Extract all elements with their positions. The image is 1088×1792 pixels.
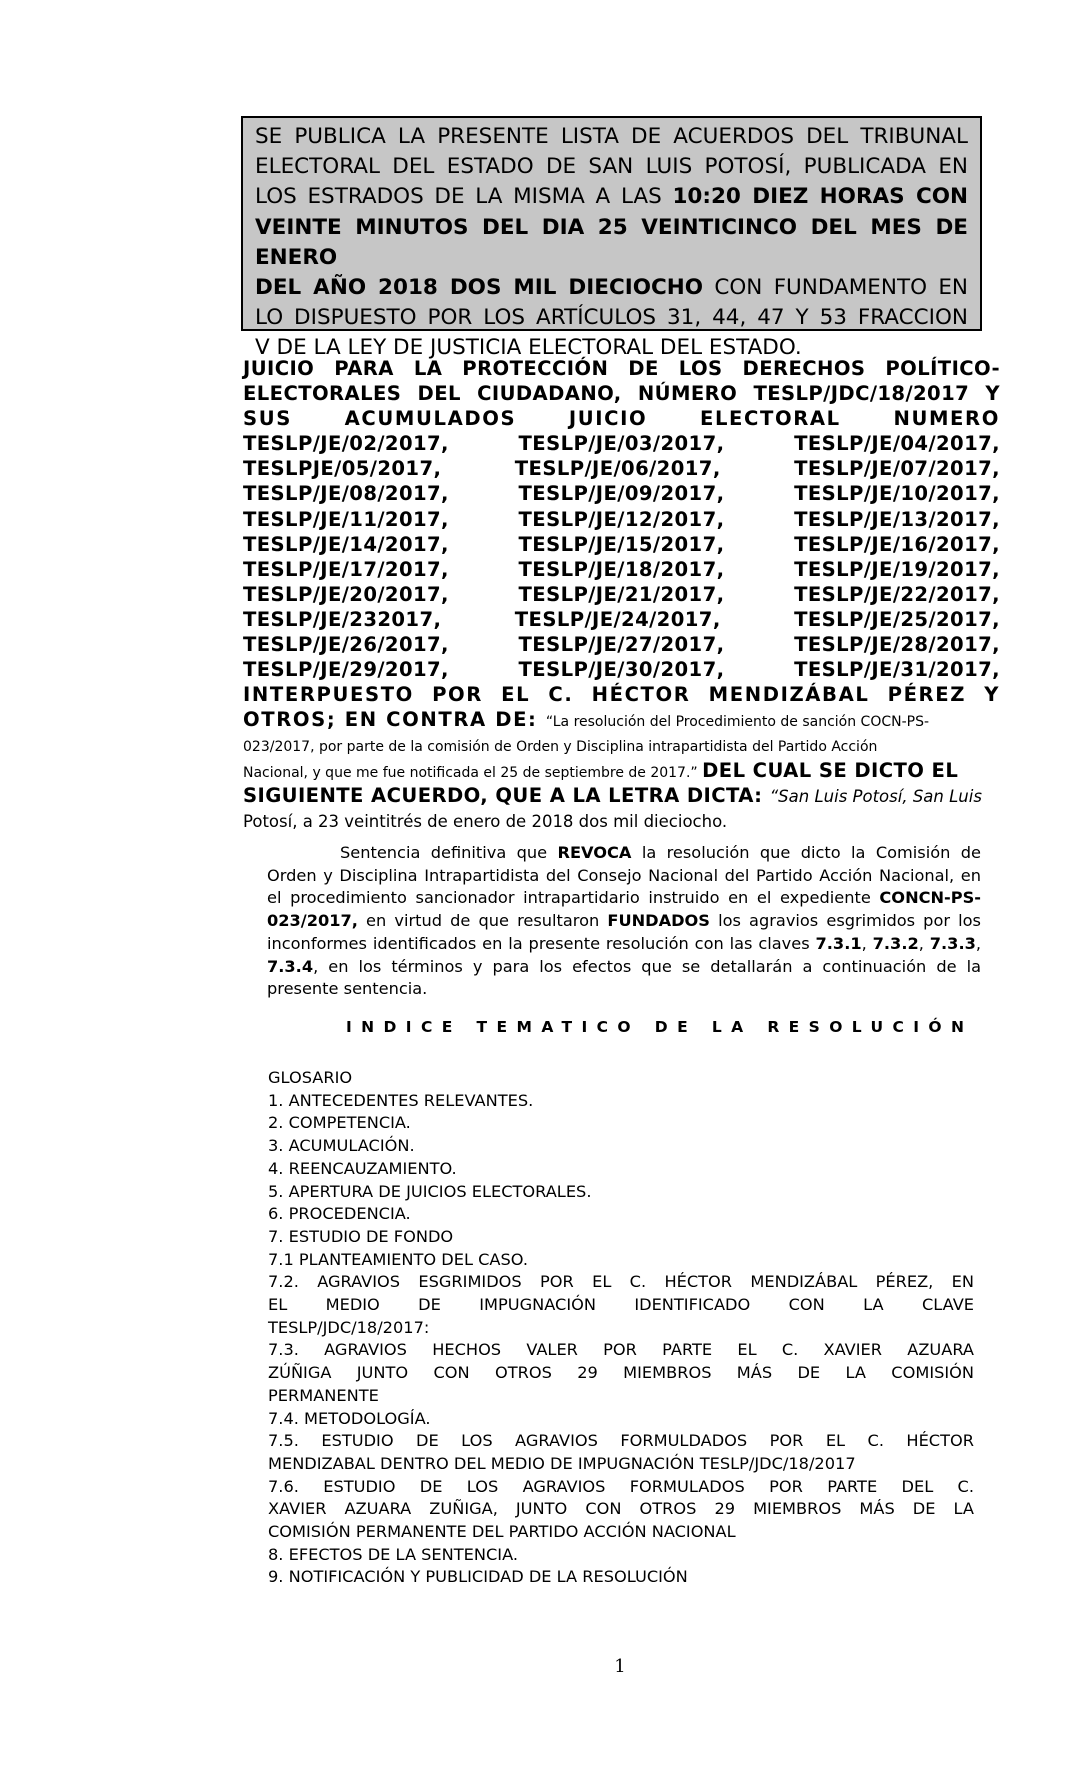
sentencia-text: Sentencia definitiva que — [340, 843, 558, 862]
case-quote: “La resolución del Procedimiento de sanción COCN-PS- — [545, 714, 930, 731]
indice-item: TESLP/JDC/18/2017: — [268, 1317, 430, 1337]
indice-item: 7.3. AGRAVIOS HECHOS VALER POR PARTE EL C. XAVIER AZUARA — [268, 1340, 974, 1360]
expediente-number: TESLP/JE/25/2017, — [794, 607, 1000, 631]
sentencia-paragraph — [267, 842, 981, 1001]
case-otros: OTROS; EN CONTRA DE: — [243, 708, 546, 732]
expediente-number: TESLPJE/05/2017, — [243, 457, 442, 481]
notice-line — [255, 273, 968, 303]
indice-item: 7.1 PLANTEAMIENTO DEL CASO. — [268, 1249, 529, 1269]
expediente-number: TESLP/JE/232017, — [243, 607, 442, 631]
notice-line: V DE LA LEY DE JUSTICIA ELECTORAL DEL ESTADO. — [255, 335, 802, 361]
notice-line: SE PUBLICA LA PRESENTE LISTA DE ACUERDOS DEL TRIBUNAL — [255, 124, 968, 149]
sentencia-bold: REVOCA — [557, 843, 632, 862]
expediente-number: TESLP/JE/29/2017, — [243, 658, 449, 682]
case-quote-line — [243, 758, 1000, 783]
expediente-number: TESLP/JE/18/2017, — [518, 557, 725, 581]
indice-item: COMISIÓN PERMANENTE DEL PARTIDO ACCIÓN NACIONAL — [268, 1522, 736, 1542]
indice-item: 3. ACUMULACIÓN. — [268, 1136, 415, 1156]
expediente-number: TESLP/JE/13/2017, — [794, 507, 1000, 531]
case-title-line: ELECTORALES DEL CIUDADANO, NÚMERO TESLP/JDC/18/2017 Y — [243, 382, 1000, 406]
indice-item: 7. ESTUDIO DE FONDO — [268, 1226, 454, 1246]
expediente-number: TESLP/JE/08/2017, — [243, 482, 449, 506]
expediente-number: TESLP/JE/14/2017, — [243, 532, 449, 556]
notice-year: DEL AÑO 2018 DOS MIL DIECIOCHO — [255, 275, 704, 301]
case-quote: Nacional, y que me fue notificada el 25 de septiembre de 2017.” — [243, 764, 703, 781]
indice-title: INDICE TEMATICO DE LA RESOLUCIÓN — [346, 1018, 974, 1036]
indice-item: 6. PROCEDENCIA. — [268, 1204, 411, 1224]
case-acuerdo: SIGUIENTE ACUERDO, QUE A LA LETRA DICTA: — [243, 783, 770, 807]
expediente-row — [243, 557, 1000, 582]
notice-line: LO DISPUESTO POR LOS ARTÍCULOS 31, 44, 47 Y 53 FRACCION — [255, 305, 968, 331]
case-place: “San Luis Potosí, San Luis — [769, 786, 982, 806]
indice-item: XAVIER AZUARA ZUÑIGA, JUNTO CON OTROS 29 MIEMBROS MÁS DE LA — [268, 1499, 974, 1519]
expediente-number: TESLP/JE/21/2017, — [518, 582, 725, 606]
notice-line — [255, 182, 968, 212]
expediente-number: TESLP/JE/26/2017, — [243, 633, 449, 657]
expediente-number: TESLP/JE/17/2017, — [243, 557, 449, 581]
expediente-number: TESLP/JE/19/2017, — [794, 557, 1000, 581]
expediente-number: TESLP/JE/24/2017, — [514, 607, 721, 631]
expediente-number: TESLP/JE/06/2017, — [514, 457, 721, 481]
expediente-number: TESLP/JE/11/2017, — [243, 507, 449, 531]
indice-item: 5. APERTURA DE JUICIOS ELECTORALES. — [268, 1181, 592, 1201]
case-title-line: SUS ACUMULADOS JUICIO ELECTORAL NUMERO — [243, 407, 1000, 431]
expediente-list — [243, 431, 1000, 682]
sentencia-bold: 7.3.2 — [872, 933, 919, 953]
expediente-row — [243, 481, 1000, 506]
case-contra-line — [243, 707, 1000, 732]
sentencia-bold: 7.3.1 — [815, 933, 862, 953]
indice-item: 7.6. ESTUDIO DE LOS AGRAVIOS FORMULADOS POR PARTE DEL C. — [268, 1476, 974, 1496]
expediente-row — [243, 507, 1000, 532]
notice-line — [255, 213, 968, 273]
sentencia-text: , — [975, 933, 982, 953]
expediente-row — [243, 657, 1000, 682]
expediente-number: TESLP/JE/07/2017, — [794, 457, 1000, 481]
case-dicto: DEL CUAL SE DICTO EL — [702, 758, 959, 782]
indice-simple-items — [268, 1067, 974, 1271]
expediente-number: TESLP/JE/22/2017, — [794, 582, 1000, 606]
indice-item: 8. EFECTOS DE LA SENTENCIA. — [268, 1544, 519, 1564]
indice-item: 7.4. METODOLOGÍA. — [268, 1408, 431, 1428]
expediente-number: TESLP/JE/31/2017, — [794, 658, 1000, 682]
notice-time: 10:20 DIEZ HORAS CON — [672, 184, 968, 210]
indice-item: 1. ANTECEDENTES RELEVANTES. — [268, 1090, 534, 1110]
indice-item: 9. NOTIFICACIÓN Y PUBLICIDAD DE LA RESOLUCIÓN — [268, 1567, 688, 1587]
indice-item: GLOSARIO — [268, 1068, 353, 1087]
notice-text: LOS ESTRADOS DE LA MISMA A LAS — [255, 184, 673, 210]
sentencia-text: en virtud de que resultaron — [357, 911, 608, 931]
sentencia-bold: FUNDADOS — [607, 911, 710, 931]
expediente-number: TESLP/JE/28/2017, — [794, 633, 1000, 657]
indice-item: ZÚÑIGA JUNTO CON OTROS 29 MIEMBROS MÁS DE LA COMISIÓN — [268, 1363, 974, 1383]
case-title-line: JUICIO PARA LA PROTECCIÓN DE LOS DERECHOS POLÍTICO- — [243, 357, 1000, 380]
sentencia-text: , en los términos y para los efectos que se detallarán a continuación de la presente sentencia. — [267, 956, 981, 999]
indice-item: 7.5. ESTUDIO DE LOS AGRAVIOS FORMULDADOS POR EL C. HÉCTOR — [268, 1431, 974, 1451]
expediente-number: TESLP/JE/09/2017, — [518, 482, 725, 506]
expediente-number: TESLP/JE/04/2017, — [794, 432, 1000, 456]
notice-text: CON FUNDAMENTO EN — [703, 275, 968, 301]
sentencia-text: la resolución que dicto la Comisión de Orden y Disciplina Intrapartidista del Consejo Nacional del Partido Acción Nacional, en el procedimiento sancionador intrapartidario instruido en el expediente — [267, 843, 981, 908]
notice-line: ELECTORAL DEL ESTADO DE SAN LUIS POTOSÍ, PUBLICADA EN — [255, 154, 968, 180]
sentencia-text: los agravios esgrimidos por los inconformes identificados en la presente resolución con las claves — [267, 911, 981, 953]
expediente-number: TESLP/JE/27/2017, — [518, 633, 725, 657]
notice-date: VEINTE MINUTOS DEL DIA 25 VEINTICINCO DEL MES DE ENERO — [255, 214, 968, 270]
case-heading — [243, 356, 1000, 833]
expediente-number: TESLP/JE/10/2017, — [794, 482, 1000, 506]
indice-item: 4. REENCAUZAMIENTO. — [268, 1158, 457, 1178]
indice-item: 7.2. AGRAVIOS ESGRIMIDOS POR EL C. HÉCTOR MENDIZÁBAL PÉREZ, EN — [268, 1272, 974, 1292]
indice-item: 2. COMPETENCIA. — [268, 1113, 411, 1133]
sentencia-bold: 7.3.3 — [929, 933, 976, 953]
expediente-row — [243, 607, 1000, 632]
expediente-row — [243, 431, 1000, 456]
indice-list — [268, 1067, 974, 1589]
publication-notice-box — [241, 116, 982, 361]
expediente-number: TESLP/JE/15/2017, — [518, 532, 725, 556]
indice-item: EL MEDIO DE IMPUGNACIÓN IDENTIFICADO CON LA CLAVE — [268, 1295, 974, 1315]
expediente-number: TESLP/JE/03/2017, — [518, 432, 725, 456]
sentencia-bold: CONCN-PS-023/2017, — [267, 888, 981, 931]
expediente-number: TESLP/JE/12/2017, — [518, 507, 725, 531]
expediente-row — [243, 632, 1000, 657]
sentencia-text: , — [918, 933, 930, 953]
case-acuerdo-line — [243, 783, 1000, 808]
case-date: Potosí, a 23 veintitrés de enero de 2018 dos mil dieciocho. — [243, 811, 728, 831]
expediente-row — [243, 456, 1000, 481]
case-quote-line — [243, 732, 1000, 757]
expediente-number: TESLP/JE/30/2017, — [518, 658, 725, 682]
expediente-row — [243, 582, 1000, 607]
case-date-line — [243, 808, 1000, 833]
expediente-number: TESLP/JE/20/2017, — [243, 582, 449, 606]
expediente-number: TESLP/JE/02/2017, — [243, 432, 449, 456]
sentencia-bold: 7.3.4 — [267, 956, 314, 976]
indice-item: PERMANENTE — [268, 1385, 379, 1405]
case-quote: 023/2017, por parte de la comisión de Orden y Disciplina intrapartidista del Partido Acción — [243, 739, 878, 756]
indice-item: MENDIZABAL DENTRO DEL MEDIO DE IMPUGNACIÓN TESLP/JDC/18/2017 — [268, 1453, 856, 1473]
expediente-number: TESLP/JE/16/2017, — [794, 532, 1000, 556]
sentencia-text: , — [861, 933, 873, 953]
expediente-row — [243, 532, 1000, 557]
case-interpuesto-line: INTERPUESTO POR EL C. HÉCTOR MENDIZÁBAL PÉREZ Y — [243, 683, 1000, 707]
page-number: 1 — [614, 1656, 626, 1677]
